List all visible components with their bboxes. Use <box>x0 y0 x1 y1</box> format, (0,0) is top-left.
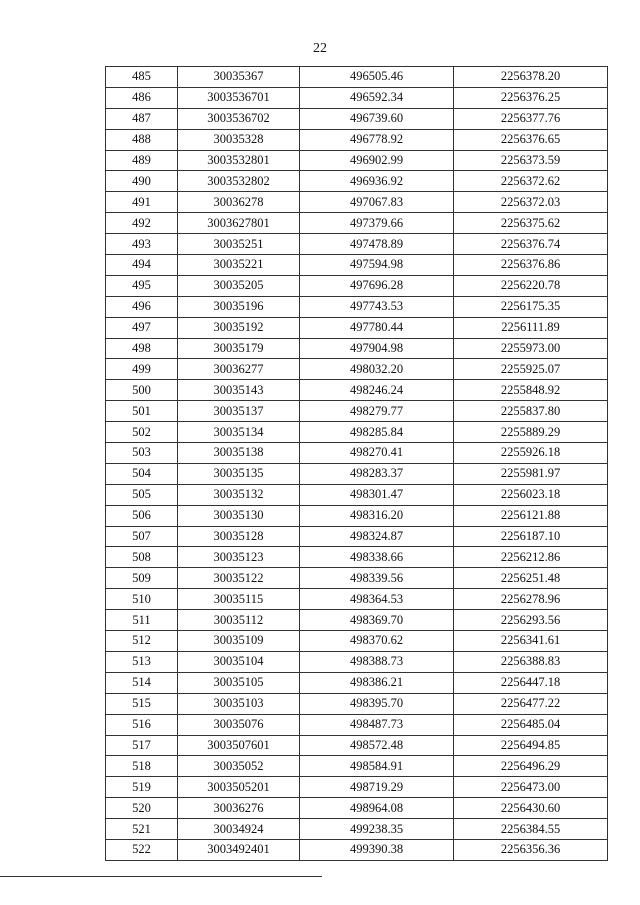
table-row <box>106 505 608 526</box>
table-row <box>106 568 608 589</box>
table-row <box>106 338 608 359</box>
point-number-cell: 516 <box>106 714 178 735</box>
point-id-cell: 30036277 <box>178 359 300 380</box>
point-number-cell: 494 <box>106 255 178 276</box>
table-row <box>106 296 608 317</box>
x-coordinate-cell: 498316.20 <box>300 505 454 526</box>
point-number-cell: 492 <box>106 213 178 234</box>
point-id-cell: 30035196 <box>178 296 300 317</box>
table-row <box>106 192 608 213</box>
x-coordinate-cell: 497478.89 <box>300 234 454 255</box>
point-number-cell: 512 <box>106 631 178 652</box>
x-coordinate-cell: 498324.87 <box>300 526 454 547</box>
page-number: 22 <box>313 41 327 56</box>
y-coordinate-cell: 2256376.25 <box>454 87 608 108</box>
point-number-cell: 518 <box>106 756 178 777</box>
x-coordinate-cell: 498364.53 <box>300 589 454 610</box>
y-coordinate-cell: 2256121.88 <box>454 505 608 526</box>
point-id-cell: 30035135 <box>178 463 300 484</box>
y-coordinate-cell: 2256187.10 <box>454 526 608 547</box>
y-coordinate-cell: 2256377.76 <box>454 108 608 129</box>
table-row <box>106 589 608 610</box>
table-row <box>106 422 608 443</box>
point-number-cell: 509 <box>106 568 178 589</box>
point-number-cell: 498 <box>106 338 178 359</box>
point-id-cell: 30035130 <box>178 505 300 526</box>
point-number-cell: 493 <box>106 234 178 255</box>
x-coordinate-cell: 498285.84 <box>300 422 454 443</box>
x-coordinate-cell: 496505.46 <box>300 67 454 88</box>
y-coordinate-cell: 2255925.07 <box>454 359 608 380</box>
x-coordinate-cell: 497067.83 <box>300 192 454 213</box>
point-number-cell: 520 <box>106 798 178 819</box>
x-coordinate-cell: 497594.98 <box>300 255 454 276</box>
x-coordinate-cell: 498964.08 <box>300 798 454 819</box>
table-row <box>106 275 608 296</box>
point-id-cell: 30035138 <box>178 443 300 464</box>
point-id-cell: 3003627801 <box>178 213 300 234</box>
point-number-cell: 519 <box>106 777 178 798</box>
y-coordinate-cell: 2256293.56 <box>454 610 608 631</box>
x-coordinate-cell: 498572.48 <box>300 735 454 756</box>
point-id-cell: 30035137 <box>178 401 300 422</box>
x-coordinate-cell: 496592.34 <box>300 87 454 108</box>
table-row <box>106 380 608 401</box>
table-row <box>106 213 608 234</box>
x-coordinate-cell: 498370.62 <box>300 631 454 652</box>
point-number-cell: 487 <box>106 108 178 129</box>
y-coordinate-cell: 2256477.22 <box>454 693 608 714</box>
table-row <box>106 255 608 276</box>
table-row <box>106 547 608 568</box>
table-row <box>106 401 608 422</box>
y-coordinate-cell: 2256376.74 <box>454 234 608 255</box>
point-id-cell: 30035122 <box>178 568 300 589</box>
point-number-cell: 521 <box>106 819 178 840</box>
point-id-cell: 30035112 <box>178 610 300 631</box>
table-row <box>106 129 608 150</box>
point-number-cell: 490 <box>106 171 178 192</box>
coordinates-table <box>105 66 608 861</box>
x-coordinate-cell: 498386.21 <box>300 672 454 693</box>
x-coordinate-cell: 497696.28 <box>300 275 454 296</box>
point-number-cell: 522 <box>106 839 178 860</box>
y-coordinate-cell: 2256023.18 <box>454 484 608 505</box>
y-coordinate-cell: 2255926.18 <box>454 443 608 464</box>
point-number-cell: 510 <box>106 589 178 610</box>
y-coordinate-cell: 2256278.96 <box>454 589 608 610</box>
point-id-cell: 30035103 <box>178 693 300 714</box>
x-coordinate-cell: 498369.70 <box>300 610 454 631</box>
point-number-cell: 517 <box>106 735 178 756</box>
point-number-cell: 502 <box>106 422 178 443</box>
y-coordinate-cell: 2256212.86 <box>454 547 608 568</box>
point-number-cell: 511 <box>106 610 178 631</box>
y-coordinate-cell: 2256341.61 <box>454 631 608 652</box>
table-row <box>106 777 608 798</box>
table-row <box>106 87 608 108</box>
table-row <box>106 484 608 505</box>
table-row <box>106 150 608 171</box>
point-id-cell: 30036278 <box>178 192 300 213</box>
table-row <box>106 526 608 547</box>
table-row <box>106 443 608 464</box>
point-id-cell: 30035179 <box>178 338 300 359</box>
table-row <box>106 756 608 777</box>
point-id-cell: 30036276 <box>178 798 300 819</box>
x-coordinate-cell: 499390.38 <box>300 839 454 860</box>
point-number-cell: 496 <box>106 296 178 317</box>
y-coordinate-cell: 2256388.83 <box>454 651 608 672</box>
point-id-cell: 30035251 <box>178 234 300 255</box>
point-number-cell: 495 <box>106 275 178 296</box>
point-id-cell: 3003532801 <box>178 150 300 171</box>
point-number-cell: 504 <box>106 463 178 484</box>
point-number-cell: 506 <box>106 505 178 526</box>
point-id-cell: 30035192 <box>178 317 300 338</box>
x-coordinate-cell: 498487.73 <box>300 714 454 735</box>
y-coordinate-cell: 2256376.65 <box>454 129 608 150</box>
point-id-cell: 30035076 <box>178 714 300 735</box>
y-coordinate-cell: 2255848.92 <box>454 380 608 401</box>
table-row <box>106 693 608 714</box>
point-id-cell: 30035109 <box>178 631 300 652</box>
point-id-cell: 3003532802 <box>178 171 300 192</box>
x-coordinate-cell: 498339.56 <box>300 568 454 589</box>
point-number-cell: 513 <box>106 651 178 672</box>
y-coordinate-cell: 2255981.97 <box>454 463 608 484</box>
point-id-cell: 3003492401 <box>178 839 300 860</box>
point-id-cell: 30035104 <box>178 651 300 672</box>
point-number-cell: 497 <box>106 317 178 338</box>
point-id-cell: 3003536701 <box>178 87 300 108</box>
x-coordinate-cell: 498301.47 <box>300 484 454 505</box>
x-coordinate-cell: 498246.24 <box>300 380 454 401</box>
table-row <box>106 798 608 819</box>
x-coordinate-cell: 498032.20 <box>300 359 454 380</box>
x-coordinate-cell: 497743.53 <box>300 296 454 317</box>
point-id-cell: 30034924 <box>178 819 300 840</box>
table-row <box>106 672 608 693</box>
y-coordinate-cell: 2256356.36 <box>454 839 608 860</box>
y-coordinate-cell: 2256378.20 <box>454 67 608 88</box>
point-number-cell: 503 <box>106 443 178 464</box>
table-row <box>106 610 608 631</box>
table-row <box>106 819 608 840</box>
y-coordinate-cell: 2256494.85 <box>454 735 608 756</box>
x-coordinate-cell: 498719.29 <box>300 777 454 798</box>
point-id-cell: 30035328 <box>178 129 300 150</box>
y-coordinate-cell: 2256372.62 <box>454 171 608 192</box>
point-id-cell: 30035128 <box>178 526 300 547</box>
y-coordinate-cell: 2255973.00 <box>454 338 608 359</box>
point-number-cell: 505 <box>106 484 178 505</box>
table-row <box>106 631 608 652</box>
y-coordinate-cell: 2256384.55 <box>454 819 608 840</box>
y-coordinate-cell: 2256496.29 <box>454 756 608 777</box>
table-row <box>106 359 608 380</box>
point-id-cell: 30035115 <box>178 589 300 610</box>
footnote-separator <box>0 876 322 877</box>
x-coordinate-cell: 496902.99 <box>300 150 454 171</box>
point-id-cell: 30035205 <box>178 275 300 296</box>
x-coordinate-cell: 498270.41 <box>300 443 454 464</box>
point-number-cell: 485 <box>106 67 178 88</box>
x-coordinate-cell: 497904.98 <box>300 338 454 359</box>
y-coordinate-cell: 2256485.04 <box>454 714 608 735</box>
table-row <box>106 735 608 756</box>
table-row <box>106 108 608 129</box>
point-id-cell: 30035052 <box>178 756 300 777</box>
y-coordinate-cell: 2256376.86 <box>454 255 608 276</box>
point-number-cell: 515 <box>106 693 178 714</box>
x-coordinate-cell: 498279.77 <box>300 401 454 422</box>
table-row <box>106 463 608 484</box>
x-coordinate-cell: 496778.92 <box>300 129 454 150</box>
point-id-cell: 30035143 <box>178 380 300 401</box>
y-coordinate-cell: 2256251.48 <box>454 568 608 589</box>
table-row <box>106 317 608 338</box>
point-id-cell: 3003507601 <box>178 735 300 756</box>
x-coordinate-cell: 499238.35 <box>300 819 454 840</box>
point-number-cell: 501 <box>106 401 178 422</box>
x-coordinate-cell: 497379.66 <box>300 213 454 234</box>
y-coordinate-cell: 2256175.35 <box>454 296 608 317</box>
x-coordinate-cell: 496739.60 <box>300 108 454 129</box>
point-number-cell: 508 <box>106 547 178 568</box>
point-number-cell: 499 <box>106 359 178 380</box>
table-row <box>106 651 608 672</box>
point-id-cell: 30035367 <box>178 67 300 88</box>
y-coordinate-cell: 2256375.62 <box>454 213 608 234</box>
point-number-cell: 486 <box>106 87 178 108</box>
x-coordinate-cell: 496936.92 <box>300 171 454 192</box>
y-coordinate-cell: 2256447.18 <box>454 672 608 693</box>
point-id-cell: 30035134 <box>178 422 300 443</box>
point-number-cell: 500 <box>106 380 178 401</box>
point-id-cell: 30035123 <box>178 547 300 568</box>
point-id-cell: 30035221 <box>178 255 300 276</box>
y-coordinate-cell: 2255889.29 <box>454 422 608 443</box>
point-number-cell: 507 <box>106 526 178 547</box>
x-coordinate-cell: 498584.91 <box>300 756 454 777</box>
point-number-cell: 489 <box>106 150 178 171</box>
point-number-cell: 514 <box>106 672 178 693</box>
x-coordinate-cell: 498395.70 <box>300 693 454 714</box>
x-coordinate-cell: 498388.73 <box>300 651 454 672</box>
point-id-cell: 30035105 <box>178 672 300 693</box>
table-row <box>106 171 608 192</box>
y-coordinate-cell: 2255837.80 <box>454 401 608 422</box>
y-coordinate-cell: 2256373.59 <box>454 150 608 171</box>
point-number-cell: 488 <box>106 129 178 150</box>
x-coordinate-cell: 498338.66 <box>300 547 454 568</box>
point-id-cell: 3003536702 <box>178 108 300 129</box>
table-body <box>106 67 608 861</box>
x-coordinate-cell: 497780.44 <box>300 317 454 338</box>
y-coordinate-cell: 2256372.03 <box>454 192 608 213</box>
table-row <box>106 67 608 88</box>
y-coordinate-cell: 2256220.78 <box>454 275 608 296</box>
point-id-cell: 30035132 <box>178 484 300 505</box>
table-row <box>106 839 608 860</box>
point-number-cell: 491 <box>106 192 178 213</box>
y-coordinate-cell: 2256111.89 <box>454 317 608 338</box>
table-row <box>106 714 608 735</box>
y-coordinate-cell: 2256473.00 <box>454 777 608 798</box>
x-coordinate-cell: 498283.37 <box>300 463 454 484</box>
table-row <box>106 234 608 255</box>
point-id-cell: 3003505201 <box>178 777 300 798</box>
y-coordinate-cell: 2256430.60 <box>454 798 608 819</box>
